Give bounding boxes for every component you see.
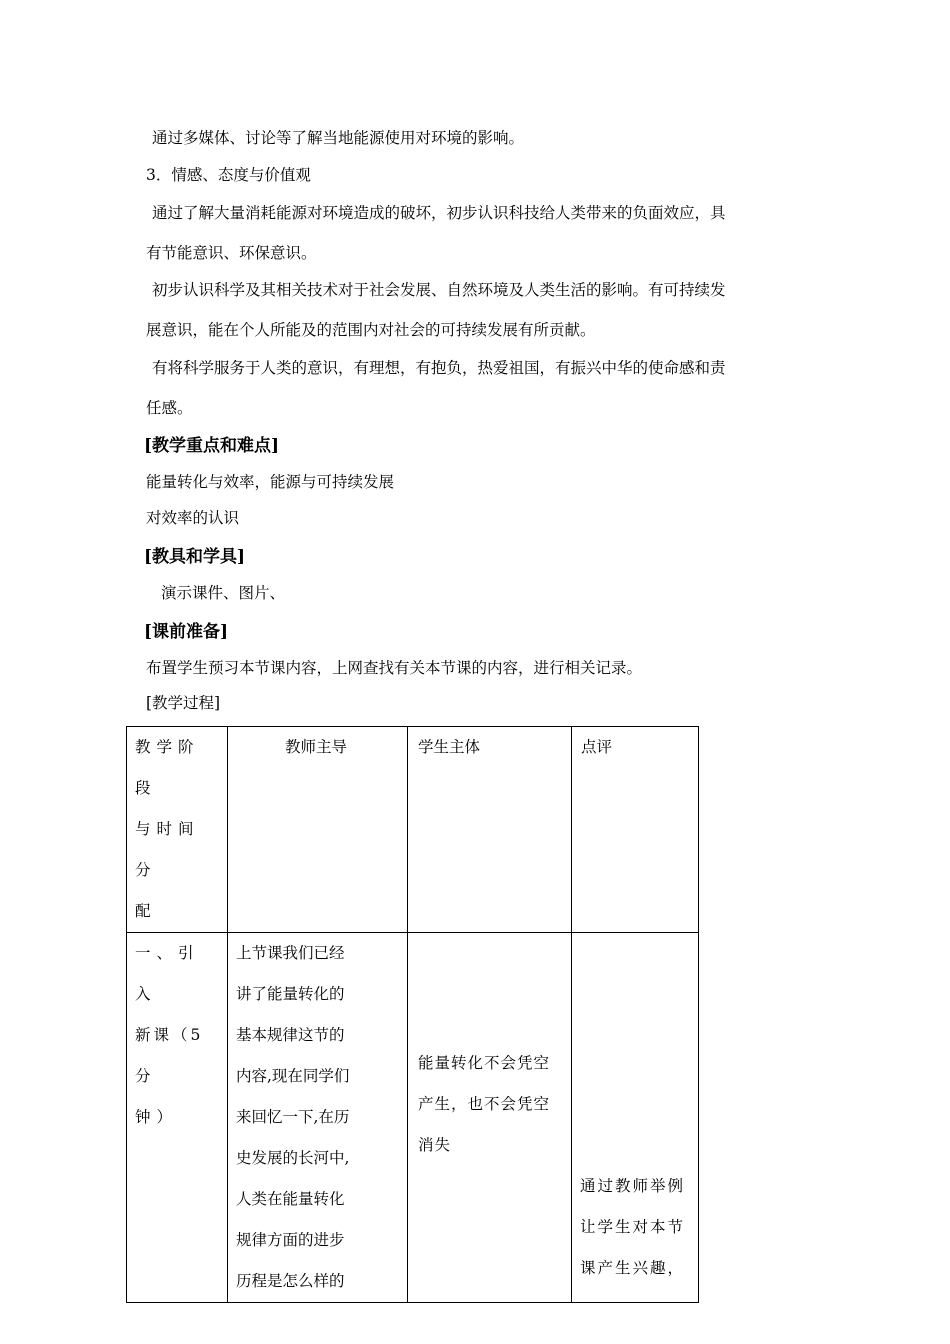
table-header-row bbox=[127, 727, 699, 933]
paragraph-line: 有节能意识、环保意识。 bbox=[146, 244, 317, 262]
stage-line: 新课（5分 bbox=[135, 1026, 204, 1085]
focus-line: 能量转化与效率，能源与可持续发展 bbox=[146, 473, 395, 491]
tools-line: 演示课件、图片、 bbox=[161, 584, 286, 602]
header-stage-line: 与时间分 bbox=[135, 820, 200, 879]
header-stage bbox=[127, 727, 228, 933]
teacher-line: 历程是怎么样的 bbox=[236, 1272, 345, 1290]
section-heading-focus: [教学重点和难点] bbox=[144, 436, 280, 456]
stage-line: 一、引入 bbox=[135, 944, 200, 1003]
row-comment-cell bbox=[572, 933, 699, 1303]
header-comment-label: 点评 bbox=[581, 738, 613, 756]
header-teacher-label: 教师主导 bbox=[285, 738, 348, 756]
teacher-line: 史发展的长河中, bbox=[236, 1149, 350, 1167]
teacher-line: 人类在能量转化 bbox=[236, 1190, 345, 1208]
teacher-line: 来回忆一下,在历 bbox=[236, 1108, 350, 1126]
process-label: [教学过程] bbox=[146, 694, 221, 712]
header-stage-line: 配 bbox=[135, 902, 157, 920]
section-heading-tools: [教具和学具] bbox=[144, 547, 246, 567]
teacher-line: 内容,现在同学们 bbox=[236, 1067, 350, 1085]
paragraph-line: 通过了解大量消耗能源对环境造成的破坏，初步认识科技给人类带来的负面效应，具 bbox=[152, 204, 726, 222]
header-comment bbox=[572, 727, 699, 933]
section-heading-prep: [课前准备] bbox=[144, 622, 229, 642]
row-stage-cell bbox=[127, 933, 228, 1303]
row-teacher-cell bbox=[228, 933, 408, 1303]
prep-line: 布置学生预习本节课内容，上网查找有关本节课的内容，进行相关记录。 bbox=[146, 659, 643, 677]
student-line: 产生，也不会凭空 bbox=[418, 1095, 551, 1113]
paragraph-line: 初步认识科学及其相关技术对于社会发展、自然环境及人类生活的影响。有可持续发 bbox=[152, 281, 726, 299]
header-student bbox=[408, 727, 572, 933]
teacher-line: 讲了能量转化的 bbox=[236, 985, 345, 1003]
row-student-cell bbox=[408, 933, 572, 1303]
stage-line: 钟） bbox=[135, 1108, 179, 1126]
paragraph-line: 展意识，能在个人所能及的范围内对社会的可持续发展有所贡献。 bbox=[146, 321, 596, 339]
header-student-label: 学生主体 bbox=[418, 738, 481, 756]
teacher-line: 上节课我们已经 bbox=[236, 944, 345, 962]
header-stage-line: 教学阶段 bbox=[135, 738, 200, 797]
paragraph-line: 任感。 bbox=[146, 399, 193, 417]
comment-line: 通过教师举例 bbox=[580, 1177, 686, 1195]
header-teacher bbox=[228, 727, 408, 933]
teaching-process-table bbox=[126, 726, 699, 1303]
paragraph-line: 通过多媒体、讨论等了解当地能源使用对环境的影响。 bbox=[152, 129, 525, 147]
table-row bbox=[127, 933, 699, 1303]
student-line: 消失 bbox=[418, 1136, 452, 1154]
comment-line: 课产生兴趣， bbox=[580, 1259, 686, 1277]
section-subheading: 3．情感、态度与价值观 bbox=[146, 166, 311, 184]
teacher-line: 基本规律这节的 bbox=[236, 1026, 345, 1044]
focus-line: 对效率的认识 bbox=[146, 509, 240, 527]
student-line: 能量转化不会凭空 bbox=[418, 1054, 551, 1072]
comment-line: 让学生对本节 bbox=[580, 1218, 686, 1236]
teacher-line: 规律方面的进步 bbox=[236, 1231, 345, 1249]
paragraph-line: 有将科学服务于人类的意识，有理想，有抱负，热爱祖国，有振兴中华的使命感和责 bbox=[152, 359, 726, 377]
